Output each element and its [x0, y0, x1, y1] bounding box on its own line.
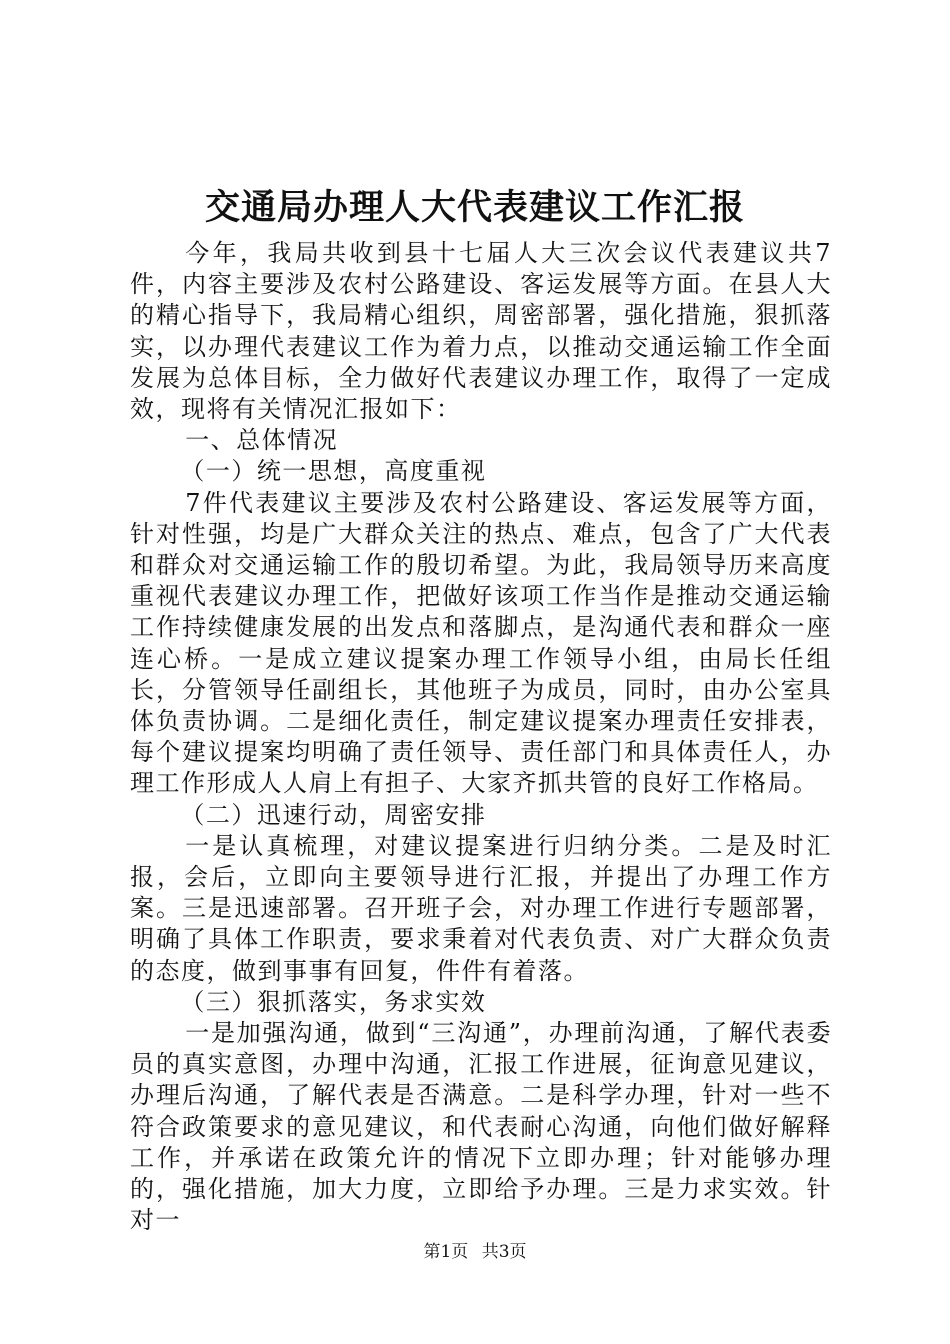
paragraph-subsection-3: 一是加强沟通，做到“三沟通”，办理前沟通，了解代表委员的真实意图，办理中沟通，汇报工作进展，征询意见建议，办理后沟通，了解代表是否满意。二是科学办理，针对一些不符合政策要求的意见建议，和代表耐心沟通，向他们做好解释工作，并承诺在政策允许的情况下立即办理；针对能够办理的，强化措施，加大力度，立即给予办理。三是力求实效。针对一 [130, 1019, 832, 1235]
page-number: 第1页 [423, 1242, 469, 1262]
document-body [130, 238, 832, 1237]
paragraph-subsection-1: 7件代表建议主要涉及农村公路建设、客运发展等方面，针对性强，均是广大群众关注的热点、难点，包含了广大代表和群众对交通运输工作的殷切希望。为此，我局领导历来高度重视代表建议办理工作，把做好该项工作当作是推动交通运输工作持续健康发展的出发点和落脚点，是沟通代表和群众一座连心桥。一是成立建议提案办理工作领导小组，由局长任组长，分管领导任副组长，其他班子为成员，同时，由办公室具体负责协调。二是细化责任，制定建议提案办理责任安排表，每个建议提案均明确了责任领导、责任部门和具体责任人，办理工作形成人人肩上有担子、大家齐抓共管的良好工作格局。 [130, 488, 832, 798]
subsection-heading-1: （一）统一思想，高度重视 [180, 457, 487, 486]
page-total: 共3页 [481, 1242, 527, 1262]
section-heading-overview: 一、总体情况 [185, 426, 339, 455]
paragraph-subsection-2: 一是认真梳理，对建议提案进行归纳分类。二是及时汇报，会后，立即向主要领导进行汇报，并提出了办理工作方案。三是迅速部署。召开班子会，对办理工作进行专题部署，明确了具体工作职责，要求秉着对代表负责、对广大群众负责的态度，做到事事有回复，件件有着落。 [130, 831, 832, 985]
paragraph-intro: 今年，我局共收到县十七届人大三次会议代表建议共7件，内容主要涉及农村公路建设、客运发展等方面。在县人大的精心指导下，我局精心组织，周密部署，强化措施，狠抓落实，以办理代表建议工作为着力点，以推动交通运输工作全面发展为总体目标，全力做好代表建议办理工作，取得了一定成效，现将有关情况汇报如下： [130, 239, 832, 424]
document-title: 交通局办理人大代表建议工作汇报 [204, 187, 745, 228]
subsection-heading-3: （三）狠抓落实，务求实效 [180, 987, 487, 1016]
page-footer [0, 1240, 950, 1264]
subsection-heading-2: （二）迅速行动，周密安排 [180, 800, 487, 829]
